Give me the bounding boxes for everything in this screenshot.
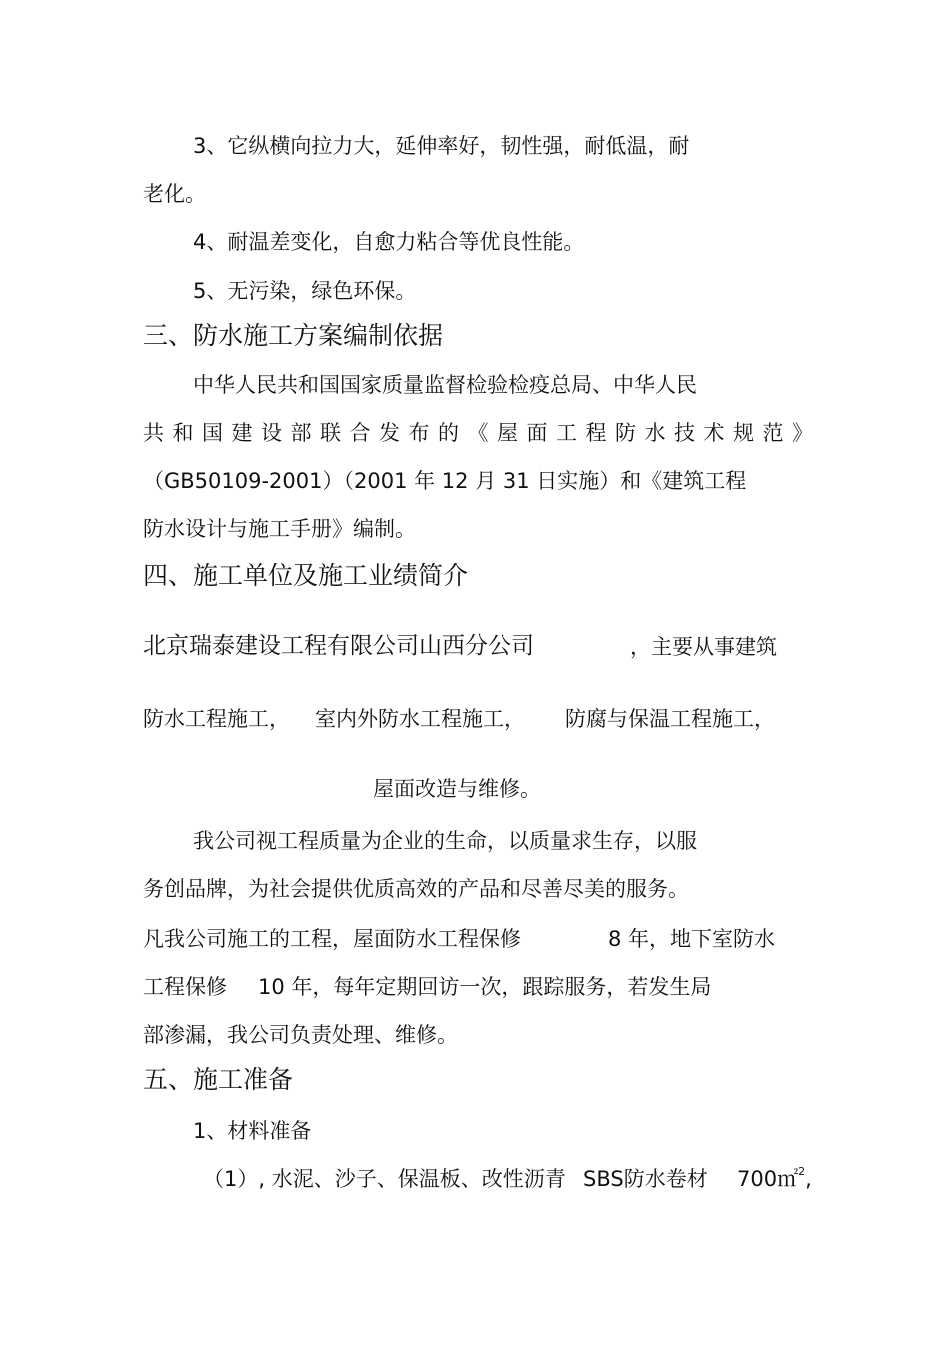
list-item-5: 5、无污染，绿色环保。: [193, 279, 417, 303]
materials-line-1b: SBS防水卷材: [583, 1167, 708, 1191]
paragraph-basis-line-1: 中华人民共和国国家质量监督检验检疫总局、中华人民: [193, 373, 697, 397]
warranty-line-2a: 工程保修: [143, 975, 227, 999]
business-scope-1: 防水工程施工，: [143, 707, 290, 731]
materials-quantity-superscript: 2: [798, 1165, 806, 1178]
business-scope-4: 屋面改造与维修。: [373, 777, 541, 801]
sub-heading-materials: 1、材料准备: [193, 1119, 312, 1143]
company-intro-tail: ，主要从事建筑: [630, 635, 777, 659]
section-heading-4: 四、施工单位及施工业绩简介: [143, 561, 469, 590]
list-item-3-continuation: 老化。: [143, 182, 206, 206]
warranty-line-1b: 8 年，地下室防水: [608, 927, 776, 951]
paragraph-basis-line-2: 共和国建设部联合发布的《屋面工程防水技术规范》: [143, 421, 822, 445]
materials-quantity: [737, 1165, 812, 1193]
warranty-line-1a: 凡我公司施工的工程，屋面防水工程保修: [143, 927, 521, 951]
materials-line-1a: （1）, 水泥、沙子、保温板、改性沥青: [203, 1167, 566, 1191]
materials-quantity-comma: ,: [805, 1167, 812, 1191]
section-heading-3: 三、防水施工方案编制依据: [143, 321, 444, 350]
quality-paragraph-line-2: 务创品牌，为社会提供优质高效的产品和尽善尽美的服务。: [143, 877, 689, 901]
company-name: 北京瑞泰建设工程有限公司山西分公司: [143, 633, 534, 659]
list-item-4: 4、耐温差变化，自愈力粘合等优良性能。: [193, 230, 585, 254]
section-heading-5: 五、施工准备: [143, 1065, 294, 1094]
warranty-line-2b: 10 年，每年定期回访一次，跟踪服务，若发生局: [258, 975, 712, 999]
warranty-line-3: 部渗漏，我公司负责处理、维修。: [143, 1023, 458, 1047]
list-item-3: 3、它纵横向拉力大，延伸率好，韧性强，耐低温，耐: [193, 134, 690, 158]
business-scope-2: 室内外防水工程施工，: [315, 707, 525, 731]
paragraph-basis-line-4: 防水设计与施工手册》编制。: [143, 517, 416, 541]
quality-paragraph-line-1: 我公司视工程质量为企业的生命，以质量求生存，以服: [193, 829, 697, 853]
paragraph-basis-line-3: （GB50109-2001）（2001 年 12 月 31 日实施）和《建筑工程: [143, 469, 747, 493]
materials-quantity-value: 700㎡: [737, 1167, 799, 1191]
business-scope-3: 防腐与保温工程施工，: [565, 707, 775, 731]
